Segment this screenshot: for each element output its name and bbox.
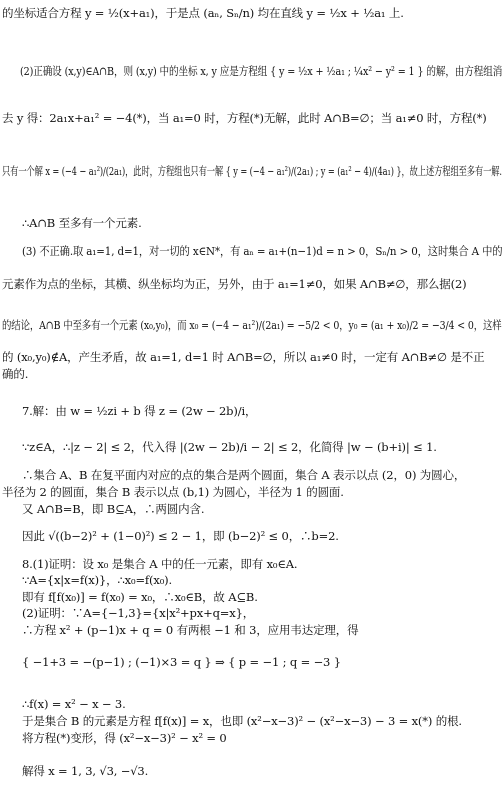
text-line-5: ∴A∩B 至多有一个元素.: [22, 216, 142, 230]
text-line-1: 的坐标适合方程 y = ½(x+a₁)，于是点 (aₙ, Sₙ/n) 均在直线 y = ½x + ½a₁ 上.: [2, 6, 404, 20]
text-line-16: 因此 √((b−2)² + (1−0)²) ≤ 2 − 1，即 (b−2)² ≤ 0，∴b=2.: [22, 529, 339, 543]
text-line-6: (3) 不正确.取 a₁=1, d=1，对一切的 x∈N*，有 aₙ = a₁+(n−1)d = n > 0，Sₙ/n > 0，这时集合 A 中的: [22, 244, 503, 258]
text-line-4: 只有一个解 x = (−4 − a₁²)/(2a₁)，此时，方程组也只有一解 { y = (−4 − a₁²)/(2a₁) ; y = (a₁² − 4)/(4a₁) }，故上述方程组至多有一解.: [2, 164, 502, 178]
text-line-26: 解得 x = 1, 3, √3, −√3.: [22, 764, 149, 778]
text-line-21: ∴方程 x² + (p−1)x + q = 0 有两根 −1 和 3，应用韦达定理，得: [22, 623, 359, 637]
text-line-17: 8.(1)证明：设 x₀ 是集合 A 中的任一元素，即有 x₀∈A.: [22, 557, 298, 571]
text-line-13: ∴集合 A、B 在复平面内对应的点的集合是两个圆面，集合 A 表示以点 (2，0) 为圆心，: [22, 468, 466, 482]
text-line-11: 7.解：由 w = ½zi + b 得 z = (2w − 2b)/i，: [22, 404, 257, 418]
text-line-3: 去 y 得：2a₁x+a₁² = −4(*)，当 a₁=0 时，方程(*)无解，此时 A∩B=∅；当 a₁≠0 时，方程(*): [2, 111, 487, 125]
text-line-14: 半径为 2 的圆面，集合 B 表示以点 (b,1) 为圆心，半径为 1 的圆面.: [2, 485, 344, 499]
text-line-12: ∵z∈A，∴|z − 2| ≤ 2，代入得 |(2w − 2b)/i − 2| ≤ 2，化简得 |w − (b+i)| ≤ 1.: [22, 440, 437, 454]
text-line-9: 的 (x₀,y₀)∉A，产生矛盾，故 a₁=1, d=1 时 A∩B=∅，所以 a₁≠0 时，一定有 A∩B≠∅ 是不正: [2, 350, 485, 364]
text-line-10: 确的.: [2, 367, 29, 381]
text-line-8: 的结论，A∩B 中至多有一个元素 (x₀,y₀)，而 x₀ = (−4 − a₁²)/(2a₁) = −5/2 < 0，y₀ = (a₁ + x₀)/2 = −3/4 < 0，这样: [2, 318, 502, 332]
text-line-7: 元素作为点的坐标，其横、纵坐标均为正，另外，由于 a₁=1≠0，如果 A∩B≠∅，那么据(2): [2, 277, 467, 291]
text-line-24: 于是集合 B 的元素是方程 f[f(x)] = x，也即 (x²−x−3)² − (x²−x−3) − 3 = x(*) 的根.: [22, 714, 462, 728]
text-line-20: (2)证明：∵A={−1,3}={x|x²+px+q=x}，: [22, 606, 255, 620]
text-line-2: (2)正确设 (x,y)∈A∩B，则 (x,y) 中的坐标 x, y 应是方程组 { y = ½x + ½a₁ ; ¼x² − y² = 1 } 的解，由方程组消: [20, 64, 503, 78]
text-line-23: ∴f(x) = x² − x − 3.: [22, 697, 126, 711]
text-line-18: ∵A={x|x=f(x)}，∴x₀=f(x₀).: [22, 573, 173, 587]
text-line-19: 即有 f[f(x₀)] = f(x₀) = x₀，∴x₀∈B，故 A⊆B.: [22, 590, 258, 604]
text-line-25: 将方程(*)变形，得 (x²−x−3)² − x² = 0: [22, 731, 227, 745]
text-line-22: { −1+3 = −(p−1) ; (−1)×3 = q } ⇒ { p = −1 ; q = −3 }: [22, 655, 341, 669]
text-line-15: 又 A∩B=B，即 B⊆A，∴两圆内含.: [22, 502, 205, 516]
